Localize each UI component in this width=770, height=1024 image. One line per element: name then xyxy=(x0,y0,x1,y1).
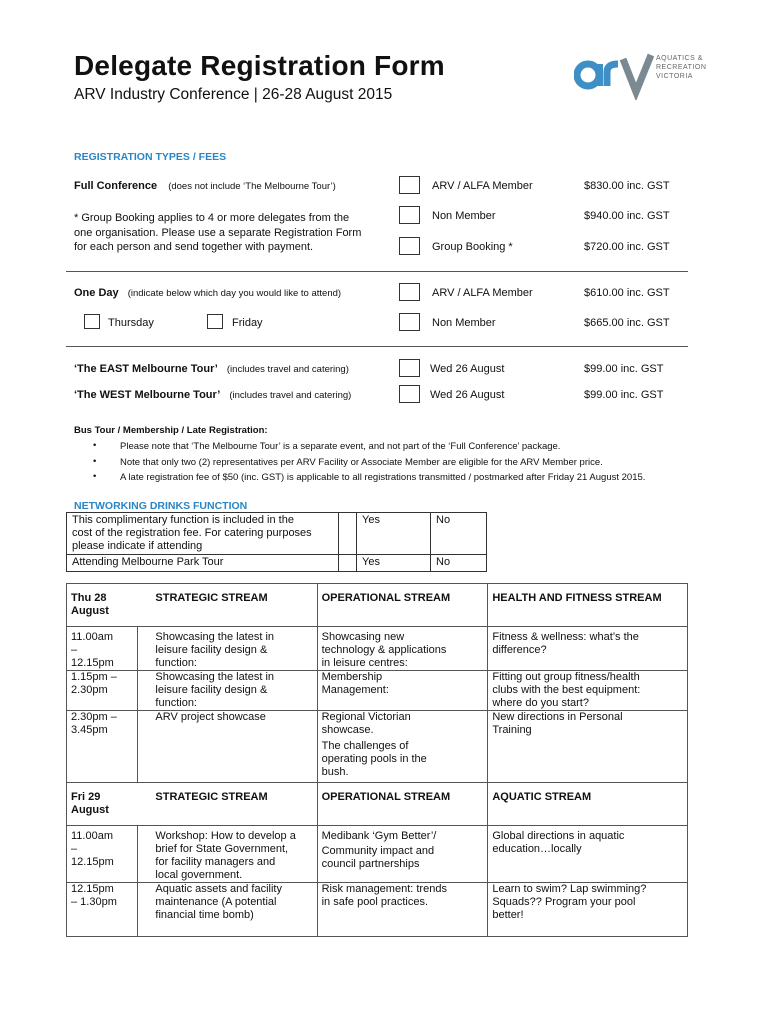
oneday-non-member-label: Non Member xyxy=(432,317,496,329)
program-table xyxy=(66,583,688,937)
note-bullet: • Note that only two (2) representatives per ARV Facility or Associate Member are eligible for the ARV Member price. xyxy=(120,457,603,468)
stream-heading: AQUATIC STREAM xyxy=(488,783,688,826)
networking-no-option[interactable]: No xyxy=(431,513,487,555)
full-arv-member-checkbox[interactable] xyxy=(399,176,420,194)
session-cell: Showcasing the latest in leisure facility design & function: xyxy=(151,671,317,711)
oneday-non-member-checkbox[interactable] xyxy=(399,313,420,331)
session-row xyxy=(67,711,688,783)
oneday-non-member-price: $665.00 inc. GST xyxy=(584,317,670,329)
friday-header-row xyxy=(67,783,688,826)
east-tour-checkbox[interactable] xyxy=(399,359,420,377)
networking-yes-option[interactable]: Yes xyxy=(357,513,431,555)
page-title: Delegate Registration Form xyxy=(74,50,445,81)
session-cell: Fitness & wellness: what’s the difference? xyxy=(488,627,688,671)
oneday-arv-member-price: $610.00 inc. GST xyxy=(584,287,670,299)
session-cell: Regional Victorian showcase. The challenges of operating pools in the bush. xyxy=(317,711,488,783)
east-tour-price: $99.00 inc. GST xyxy=(584,363,664,375)
group-booking-label: Group Booking * xyxy=(432,241,513,253)
stream-heading: STRATEGIC STREAM xyxy=(151,584,317,627)
networking-description: This complimentary function is included in the cost of the registration fee. For catering purposes please indicate if attending xyxy=(67,513,339,555)
friday-day: Fri 29 August xyxy=(67,783,152,826)
session-cell: Learn to swim? Lap swimming? Squads?? Program your pool better! xyxy=(488,883,688,937)
networking-heading: NETWORKING DRINKS FUNCTION xyxy=(74,500,248,512)
thursday-header-row xyxy=(67,584,688,627)
session-row xyxy=(67,826,688,883)
registration-heading: REGISTRATION TYPES / FEES xyxy=(74,151,227,163)
session-time: 11.00am – 12.15pm xyxy=(67,826,138,883)
park-tour-yes-box[interactable] xyxy=(339,555,357,572)
group-booking-note: * Group Booking applies to 4 or more delegates from the one organisation. Please use a separate Registration Form for each person and send together with payment. xyxy=(74,212,362,253)
full-non-member-price: $940.00 inc. GST xyxy=(584,210,670,222)
west-tour-price: $99.00 inc. GST xyxy=(584,389,664,401)
west-tour-label: ‘The WEST Melbourne Tour’ (includes travel and catering) xyxy=(74,389,352,401)
session-cell: Global directions in aquatic education…locally xyxy=(488,826,688,883)
east-tour-date: Wed 26 August xyxy=(430,363,505,375)
networking-yes-box[interactable] xyxy=(339,513,357,555)
oneday-arv-member-checkbox[interactable] xyxy=(399,283,420,301)
thursday-day: Thu 28 August xyxy=(67,584,152,627)
logo-wordmark: AQUATICS & RECREATION VICTORIA xyxy=(656,55,707,80)
session-cell: Fitting out group fitness/health clubs with the best equipment: where do you start? xyxy=(488,671,688,711)
session-row xyxy=(67,883,688,937)
stream-heading: HEALTH AND FITNESS STREAM xyxy=(488,584,688,627)
divider xyxy=(66,346,688,347)
note-bullet: • A late registration fee of $50 (inc. GST) is applicable to all registrations transmitted / postmarked after Friday 21 August 2015. xyxy=(120,472,645,483)
bus-tour-heading: Bus Tour / Membership / Late Registration: xyxy=(74,425,268,436)
full-non-member-checkbox[interactable] xyxy=(399,206,420,224)
divider xyxy=(66,271,688,272)
session-cell: New directions in Personal Training xyxy=(488,711,688,783)
park-tour-no-option[interactable]: No xyxy=(431,555,487,572)
full-conference-label: Full Conference (does not include ‘The Melbourne Tour’) xyxy=(74,180,336,192)
one-day-label: One Day (indicate below which day you would like to attend) xyxy=(74,287,342,299)
oneday-arv-member-label: ARV / ALFA Member xyxy=(432,287,533,299)
session-row xyxy=(67,671,688,711)
west-tour-checkbox[interactable] xyxy=(399,385,420,403)
session-cell: Medibank ‘Gym Better’/ Community impact and council partnerships xyxy=(317,826,488,883)
session-cell: Membership Management: xyxy=(317,671,488,711)
group-booking-checkbox[interactable] xyxy=(399,237,420,255)
session-cell: Risk management: trends in safe pool practices. xyxy=(317,883,488,937)
friday-checkbox[interactable] xyxy=(207,314,223,329)
group-booking-price: $720.00 inc. GST xyxy=(584,241,670,253)
session-time: 11.00am – 12.15pm xyxy=(67,627,138,671)
arv-logo xyxy=(574,50,714,100)
session-cell: Showcasing new technology & applications in leisure centres: xyxy=(317,627,488,671)
arv-logo-mark-icon xyxy=(574,50,654,100)
west-tour-date: Wed 26 August xyxy=(430,389,505,401)
note-bullet: • Please note that ‘The Melbourne Tour’ is a separate event, and not part of the ‘Full Conference’ package. xyxy=(120,441,560,452)
session-cell: ARV project showcase xyxy=(151,711,317,783)
full-non-member-label: Non Member xyxy=(432,210,496,222)
session-row xyxy=(67,627,688,671)
session-time: 1.15pm – 2.30pm xyxy=(67,671,138,711)
session-time: 2.30pm – 3.45pm xyxy=(67,711,138,783)
session-cell: Showcasing the latest in leisure facility design & function: xyxy=(151,627,317,671)
full-arv-member-label: ARV / ALFA Member xyxy=(432,180,533,192)
page-subtitle: ARV Industry Conference | 26-28 August 2015 xyxy=(74,86,393,103)
friday-label: Friday xyxy=(232,317,263,329)
east-tour-label: ‘The EAST Melbourne Tour’ (includes travel and catering) xyxy=(74,363,349,375)
full-arv-member-price: $830.00 inc. GST xyxy=(584,180,670,192)
thursday-checkbox[interactable] xyxy=(84,314,100,329)
stream-heading: OPERATIONAL STREAM xyxy=(317,584,488,627)
session-cell: Aquatic assets and facility maintenance (A potential financial time bomb) xyxy=(155,883,282,921)
session-cell: Workshop: How to develop a brief for State Government, for facility managers and local government. xyxy=(151,826,317,883)
stream-heading: OPERATIONAL STREAM xyxy=(317,783,488,826)
networking-table xyxy=(66,512,487,572)
stream-heading: STRATEGIC STREAM xyxy=(151,783,317,826)
session-time: 12.15pm – 1.30pm xyxy=(71,883,117,908)
thursday-label: Thursday xyxy=(108,317,154,329)
park-tour-description: Attending Melbourne Park Tour xyxy=(67,555,339,572)
park-tour-yes-option[interactable]: Yes xyxy=(357,555,431,572)
